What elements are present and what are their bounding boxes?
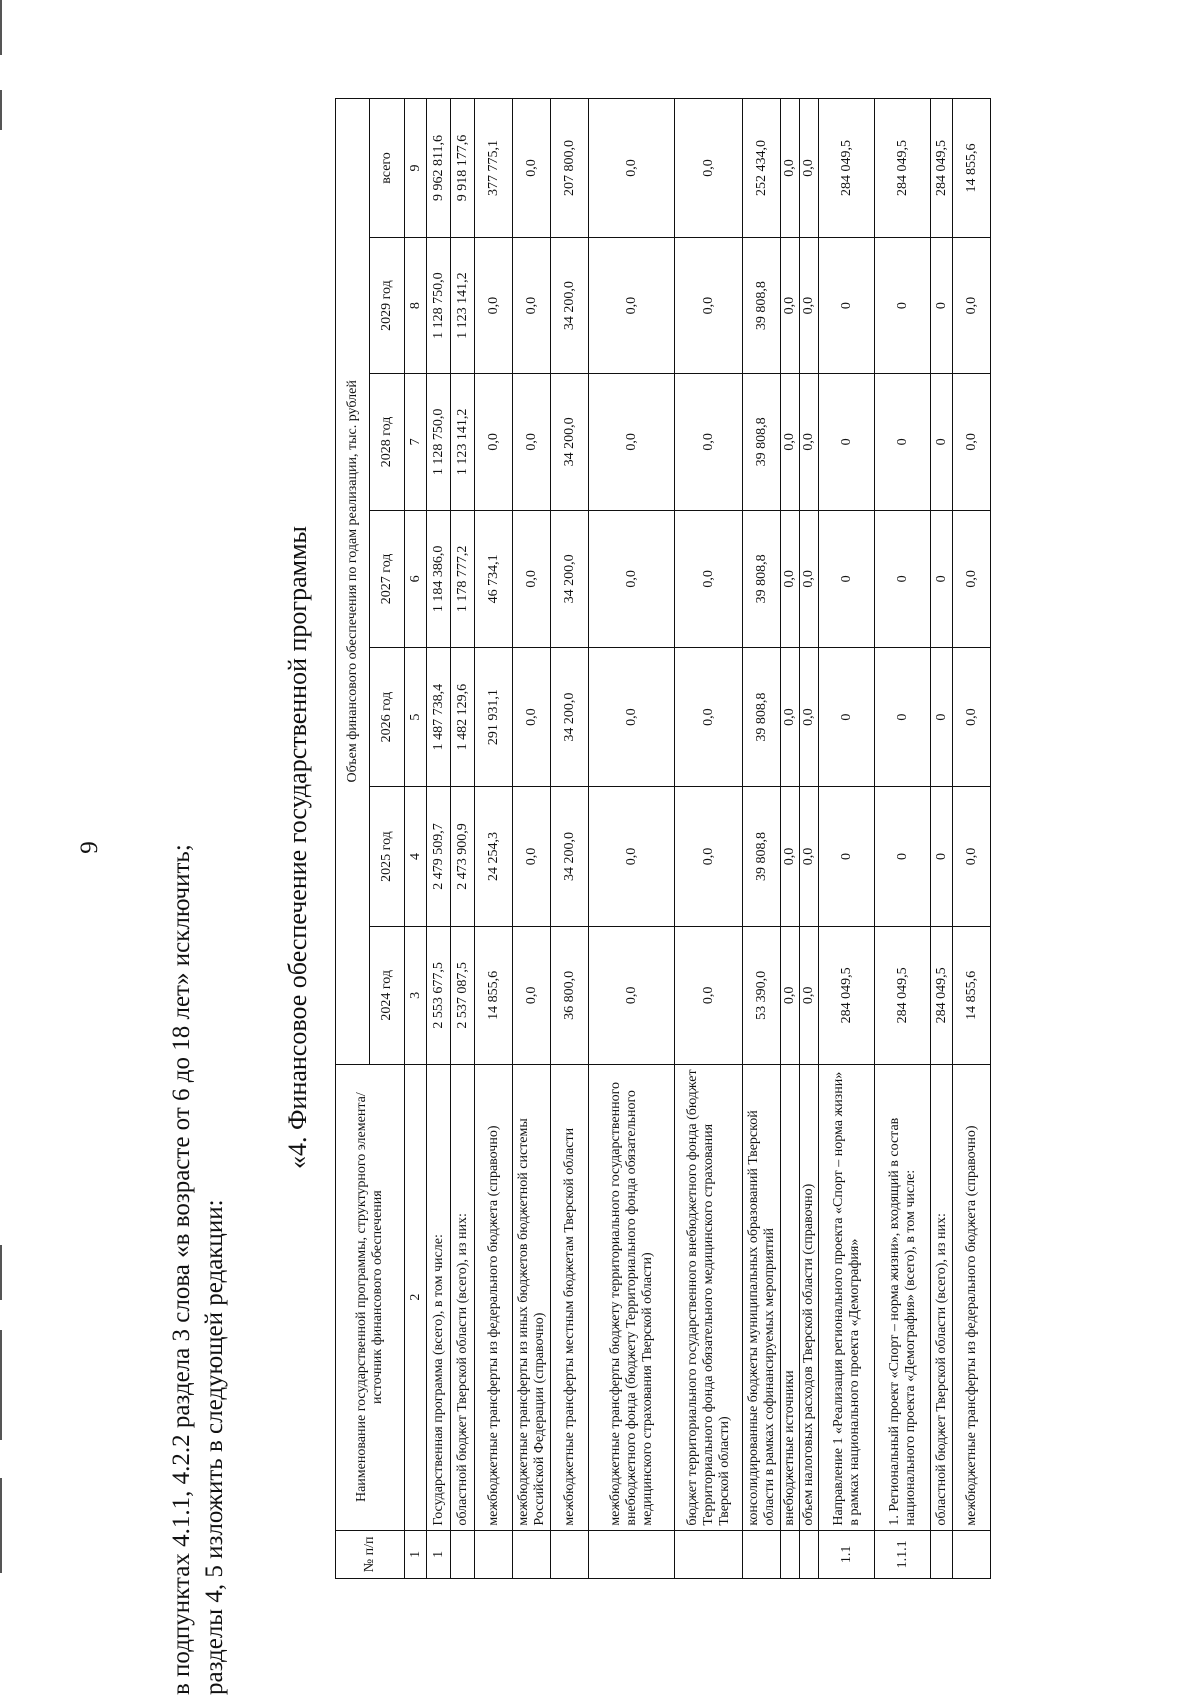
header-year: 2028 год — [370, 374, 405, 510]
table-row — [931, 99, 953, 1579]
row-value: 53 390,0 — [743, 927, 781, 1065]
row-value: 14 855,6 — [953, 99, 991, 238]
row-value: 39 808,8 — [743, 510, 781, 648]
row-value: 0 — [931, 374, 953, 510]
column-number: 5 — [405, 648, 427, 787]
row-value: 0,0 — [589, 648, 675, 787]
section-title: «4. Финансовое обеспечение государственной программы — [283, 525, 312, 1170]
row-number — [800, 1530, 819, 1578]
row-value: 0,0 — [589, 927, 675, 1065]
row-value: 14 855,6 — [475, 927, 513, 1065]
row-value: 9 962 811,6 — [427, 99, 451, 238]
row-name: межбюджетные трансферты из федерального бюджета (справочно) — [475, 1064, 513, 1530]
header-year: 2025 год — [370, 786, 405, 926]
row-value: 0,0 — [513, 99, 551, 238]
row-value: 207 800,0 — [551, 99, 589, 238]
row-value: 0 — [931, 786, 953, 926]
row-value: 0 — [875, 237, 931, 373]
financing-table — [335, 98, 991, 1579]
row-value: 0,0 — [675, 237, 743, 373]
row-value: 0,0 — [675, 510, 743, 648]
table-row — [953, 99, 991, 1579]
row-value: 284 049,5 — [931, 99, 953, 238]
row-value: 39 808,8 — [743, 374, 781, 510]
row-value: 1 482 129,6 — [451, 648, 475, 787]
row-value: 0,0 — [513, 648, 551, 787]
row-value: 284 049,5 — [875, 99, 931, 238]
row-value: 36 800,0 — [551, 927, 589, 1065]
row-number — [781, 1530, 800, 1578]
row-value: 24 254,3 — [475, 786, 513, 926]
page-number: 9 — [76, 841, 103, 854]
row-value: 0,0 — [589, 237, 675, 373]
table-row — [743, 99, 781, 1579]
row-value: 0,0 — [800, 927, 819, 1065]
intro-line-1: в подпунктах 4.1.1, 4.2.2 раздела 3 слова «в возрасте от 6 до 18 лет» исключить; — [168, 844, 195, 1695]
header-year: 2027 год — [370, 510, 405, 648]
row-name: консолидированные бюджеты муниципальных образований Тверской области в рамках софинансируемых мероприятий — [743, 1064, 781, 1530]
row-value: 0,0 — [513, 237, 551, 373]
table-row — [427, 99, 451, 1579]
row-value: 46 734,1 — [475, 510, 513, 648]
row-value: 0,0 — [800, 374, 819, 510]
row-value: 284 049,5 — [819, 99, 875, 238]
row-number — [931, 1530, 953, 1578]
column-number: 3 — [405, 927, 427, 1065]
row-number: 1.1.1 — [875, 1530, 931, 1578]
table-row — [513, 99, 551, 1579]
row-name: межбюджетные трансферты местным бюджетам Тверской области — [551, 1064, 589, 1530]
row-value: 0,0 — [589, 99, 675, 238]
row-value: 0 — [875, 510, 931, 648]
row-value: 0,0 — [513, 510, 551, 648]
row-value: 284 049,5 — [931, 927, 953, 1065]
row-value: 0,0 — [781, 237, 800, 373]
row-value: 1 123 141,2 — [451, 237, 475, 373]
row-value: 39 808,8 — [743, 786, 781, 926]
column-number: 7 — [405, 374, 427, 510]
table-row — [551, 99, 589, 1579]
row-number — [743, 1530, 781, 1578]
row-value: 0,0 — [675, 786, 743, 926]
row-value: 0 — [931, 648, 953, 787]
row-value: 0,0 — [781, 99, 800, 238]
table-row — [589, 99, 675, 1579]
row-value: 39 808,8 — [743, 237, 781, 373]
row-number: 1 — [427, 1530, 451, 1578]
row-value: 0,0 — [800, 99, 819, 238]
row-value: 0,0 — [475, 237, 513, 373]
row-value: 0,0 — [800, 237, 819, 373]
table-row — [875, 99, 931, 1579]
row-value: 0 — [819, 786, 875, 926]
row-number — [475, 1530, 513, 1578]
row-value: 0 — [819, 237, 875, 373]
row-value: 0,0 — [513, 786, 551, 926]
row-value: 1 128 750,0 — [427, 374, 451, 510]
row-name: 1. Региональный проект «Спорт – норма жизни», входящий в состав национального проекта «Демография» (всего), в том числе: — [875, 1064, 931, 1530]
column-number: 8 — [405, 237, 427, 373]
row-value: 284 049,5 — [819, 927, 875, 1065]
row-number — [675, 1530, 743, 1578]
header-year: 2029 год — [370, 237, 405, 373]
header-year: 2026 год — [370, 648, 405, 787]
row-value: 2 473 900,9 — [451, 786, 475, 926]
row-value: 2 479 509,7 — [427, 786, 451, 926]
row-value: 0,0 — [953, 648, 991, 787]
row-value: 0 — [875, 648, 931, 787]
row-value: 0,0 — [475, 374, 513, 510]
row-name: бюджет территориального государственного внебюджетного фонда (бюджет Территориального фонда обязательного медицинского страхования Тверской области) — [675, 1064, 743, 1530]
row-value: 0,0 — [589, 374, 675, 510]
row-value: 0,0 — [513, 927, 551, 1065]
row-name: объем налоговых расходов Тверской области (справочно) — [800, 1064, 819, 1530]
intro-line-2: разделы 4, 5 изложить в следующей редакции: — [201, 1199, 228, 1695]
row-number — [513, 1530, 551, 1578]
row-value: 0,0 — [781, 786, 800, 926]
row-value: 34 200,0 — [551, 237, 589, 373]
row-value: 0 — [931, 237, 953, 373]
row-number — [589, 1530, 675, 1578]
row-value: 2 553 677,5 — [427, 927, 451, 1065]
row-value: 34 200,0 — [551, 374, 589, 510]
column-number: 9 — [405, 99, 427, 238]
header-num: № п/п — [336, 1530, 405, 1578]
row-value: 1 123 141,2 — [451, 374, 475, 510]
row-value: 1 128 750,0 — [427, 237, 451, 373]
row-name: межбюджетные трансферты из иных бюджетов бюджетной системы Российской Федерации (справочно) — [513, 1064, 551, 1530]
column-number: 2 — [405, 1064, 427, 1530]
table-row — [675, 99, 743, 1579]
row-value: 0,0 — [953, 510, 991, 648]
header-year: 2024 год — [370, 927, 405, 1065]
row-value: 0,0 — [675, 99, 743, 238]
row-number — [551, 1530, 589, 1578]
row-value: 34 200,0 — [551, 510, 589, 648]
row-value: 0,0 — [675, 648, 743, 787]
row-value: 0,0 — [781, 510, 800, 648]
row-value: 0,0 — [800, 786, 819, 926]
row-value: 0,0 — [781, 927, 800, 1065]
row-value: 0,0 — [781, 648, 800, 787]
row-value: 0 — [819, 374, 875, 510]
row-value: 0,0 — [675, 374, 743, 510]
row-value: 1 184 386,0 — [427, 510, 451, 648]
row-name: межбюджетные трансферты бюджету территориального государственного внебюджетного фонда (бюджету Территориального фонда обязательного медицинского страхования Тверской области) — [589, 1064, 675, 1530]
row-value: 284 049,5 — [875, 927, 931, 1065]
table-row — [475, 99, 513, 1579]
row-value: 34 200,0 — [551, 648, 589, 787]
row-value: 0,0 — [513, 374, 551, 510]
row-value: 252 434,0 — [743, 99, 781, 238]
intro-text — [165, 135, 231, 1695]
row-value: 0 — [819, 510, 875, 648]
row-value: 2 537 087,5 — [451, 927, 475, 1065]
row-value: 14 855,6 — [953, 927, 991, 1065]
row-value: 291 931,1 — [475, 648, 513, 787]
row-number — [451, 1530, 475, 1578]
row-value: 0,0 — [589, 510, 675, 648]
row-value: 0,0 — [800, 648, 819, 787]
row-number: 1.1 — [819, 1530, 875, 1578]
row-name: межбюджетные трансферты из федерального бюджета (справочно) — [953, 1064, 991, 1530]
row-name: внебюджетные источники — [781, 1064, 800, 1530]
row-name: областной бюджет Тверской области (всего), из них: — [931, 1064, 953, 1530]
row-value: 34 200,0 — [551, 786, 589, 926]
row-value: 377 775,1 — [475, 99, 513, 238]
header-volume: Объем финансового обеспечения по годам реализации, тыс. рублей — [336, 99, 370, 1065]
row-value: 1 487 738,4 — [427, 648, 451, 787]
row-value: 0 — [819, 648, 875, 787]
table-row — [800, 99, 819, 1579]
row-value: 39 808,8 — [743, 648, 781, 787]
row-value: 0,0 — [800, 510, 819, 648]
row-value: 1 178 777,2 — [451, 510, 475, 648]
row-value: 0,0 — [781, 374, 800, 510]
column-number: 4 — [405, 786, 427, 926]
row-number — [953, 1530, 991, 1578]
row-name: Государственная программа (всего), в том числе: — [427, 1064, 451, 1530]
header-year: всего — [370, 99, 405, 238]
table-row — [451, 99, 475, 1579]
table-row — [781, 99, 800, 1579]
column-number: 6 — [405, 510, 427, 648]
column-number: 1 — [405, 1530, 427, 1578]
row-value: 0,0 — [675, 927, 743, 1065]
row-value: 0 — [931, 510, 953, 648]
row-name: областной бюджет Тверской области (всего), из них: — [451, 1064, 475, 1530]
row-value: 0,0 — [589, 786, 675, 926]
row-value: 0,0 — [953, 374, 991, 510]
header-name: Наименование государственной программы, структурного элемента/источник финансового обеспечения — [336, 1064, 405, 1530]
row-value: 9 918 177,6 — [451, 99, 475, 238]
row-value: 0,0 — [953, 237, 991, 373]
row-value: 0 — [875, 786, 931, 926]
row-value: 0 — [875, 374, 931, 510]
table-row — [819, 99, 875, 1579]
row-name: Направление 1 «Реализация регионального проекта «Спорт – норма жизни» в рамках национального проекта «Демография» — [819, 1064, 875, 1530]
row-value: 0,0 — [953, 786, 991, 926]
